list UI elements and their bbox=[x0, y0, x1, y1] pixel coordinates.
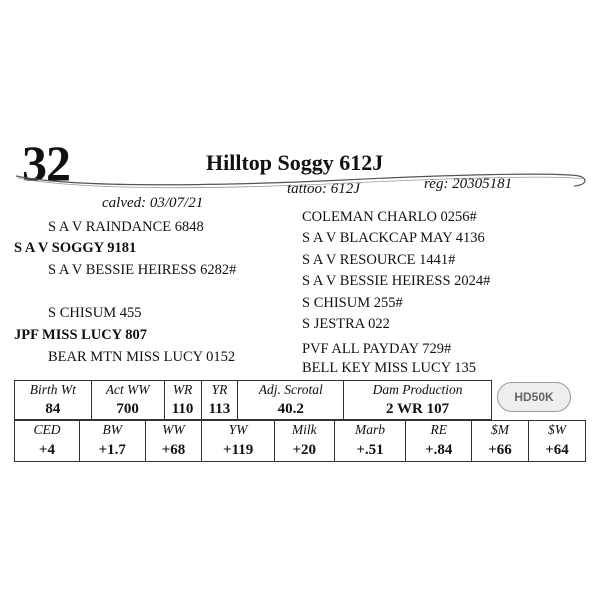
dam-sire: S CHISUM 455 bbox=[48, 305, 142, 321]
sire-dam-dam: S A V BESSIE HEIRESS 2024# bbox=[302, 273, 491, 289]
dam-dam-sire: PVF ALL PAYDAY 729# bbox=[302, 341, 452, 357]
value-dollar-m: +66 bbox=[472, 439, 529, 462]
header-yr: YR bbox=[201, 381, 238, 400]
sire-sire: S A V RAINDANCE 6848 bbox=[48, 219, 204, 235]
calved-date: calved: 03/07/21 bbox=[102, 195, 204, 211]
value-ced: +4 bbox=[15, 439, 80, 462]
registration-number: reg: 20305181 bbox=[424, 176, 513, 192]
lot-number: 32 bbox=[22, 135, 70, 191]
value-dollar-w: +64 bbox=[528, 439, 585, 462]
header-re: RE bbox=[406, 421, 472, 440]
sire-dam-sire: S A V RESOURCE 1441# bbox=[302, 252, 456, 268]
header-milk: Milk bbox=[274, 421, 334, 440]
value-milk: +20 bbox=[274, 439, 334, 462]
header-ced: CED bbox=[15, 421, 80, 440]
tattoo: tattoo: 612J bbox=[287, 181, 360, 197]
header-yw: YW bbox=[202, 421, 274, 440]
sire-sire-dam: S A V BLACKCAP MAY 4136 bbox=[302, 230, 485, 246]
value-birth-wt: 84 bbox=[15, 399, 92, 420]
header-dam-production: Dam Production bbox=[344, 381, 492, 400]
header-wr: WR bbox=[164, 381, 201, 400]
value-bw: +1.7 bbox=[79, 439, 145, 462]
value-marb: +.51 bbox=[334, 439, 406, 462]
epd-table bbox=[14, 420, 586, 462]
header-act-ww: Act WW bbox=[91, 381, 164, 400]
hd50k-badge: HD50K bbox=[497, 382, 571, 412]
header-dollar-w: $W bbox=[528, 421, 585, 440]
header-bw: BW bbox=[79, 421, 145, 440]
header-birth-wt: Birth Wt bbox=[15, 381, 92, 400]
value-adj-scrotal: 40.2 bbox=[238, 399, 344, 420]
performance-table bbox=[14, 380, 492, 420]
value-yr: 113 bbox=[201, 399, 238, 420]
sire: S A V SOGGY 9181 bbox=[14, 240, 137, 256]
animal-name: Hilltop Soggy 612J bbox=[206, 150, 384, 175]
dam: JPF MISS LUCY 807 bbox=[14, 327, 148, 343]
dam-sire-sire: S CHISUM 255# bbox=[302, 295, 403, 311]
value-dam-production: 2 WR 107 bbox=[344, 399, 492, 420]
dam-dam-dam: BELL KEY MISS LUCY 135 bbox=[302, 360, 476, 376]
value-wr: 110 bbox=[164, 399, 201, 420]
header-dollar-m: $M bbox=[472, 421, 529, 440]
dam-dam: BEAR MTN MISS LUCY 0152 bbox=[48, 349, 236, 365]
sire-sire-sire: COLEMAN CHARLO 0256# bbox=[302, 209, 477, 225]
value-yw: +119 bbox=[202, 439, 274, 462]
dam-sire-dam: S JESTRA 022 bbox=[302, 316, 390, 332]
value-act-ww: 700 bbox=[91, 399, 164, 420]
header-adj-scrotal: Adj. Scrotal bbox=[238, 381, 344, 400]
value-ww: +68 bbox=[145, 439, 202, 462]
value-re: +.84 bbox=[406, 439, 472, 462]
header-marb: Marb bbox=[334, 421, 406, 440]
header-ww: WW bbox=[145, 421, 202, 440]
sire-dam: S A V BESSIE HEIRESS 6282# bbox=[48, 262, 237, 278]
